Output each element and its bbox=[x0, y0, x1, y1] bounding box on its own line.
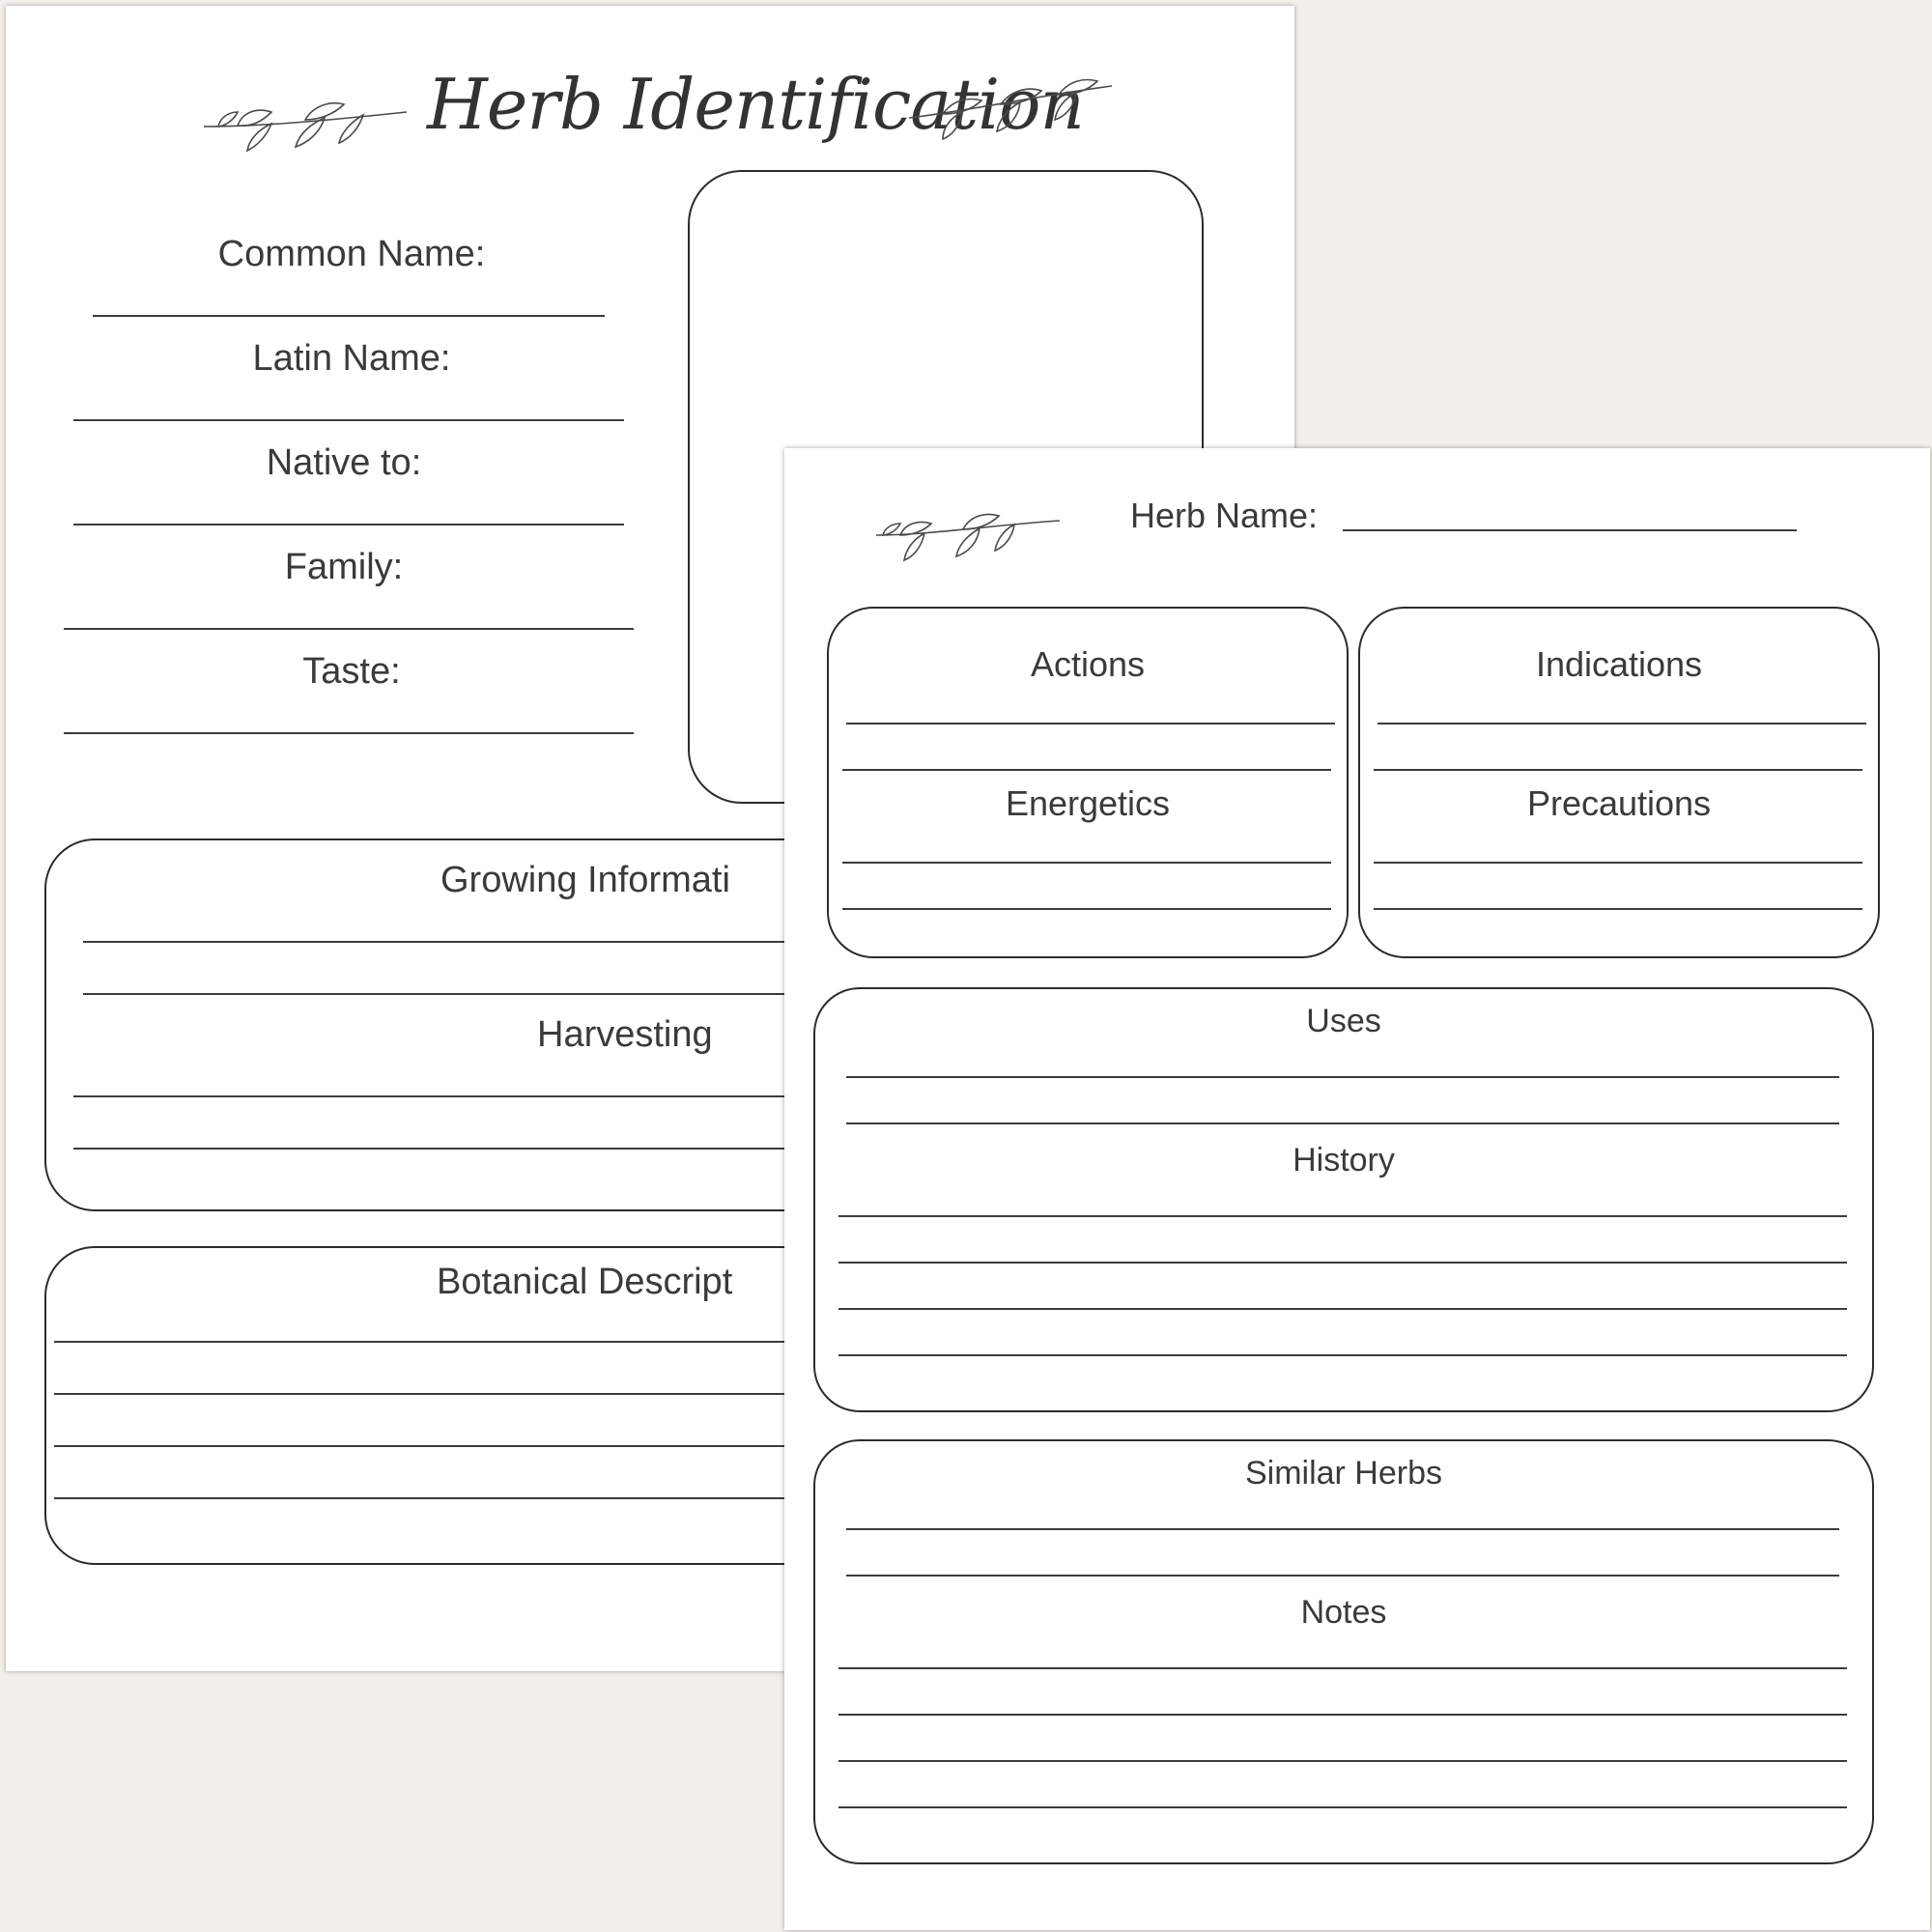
herb-name-label: Herb Name: bbox=[1130, 496, 1319, 535]
native-to-label: Native to: bbox=[266, 442, 422, 483]
uses-history-box bbox=[813, 987, 1874, 1412]
taste-label: Taste: bbox=[302, 651, 401, 692]
similar-herbs-line-2[interactable] bbox=[846, 1575, 1839, 1577]
actions-heading: Actions bbox=[1030, 644, 1146, 684]
precautions-line-1[interactable] bbox=[1374, 862, 1862, 864]
herb-name-field[interactable] bbox=[1343, 529, 1797, 531]
latin-name-field[interactable] bbox=[73, 419, 624, 421]
page-title: Herb Identification bbox=[427, 64, 1084, 145]
common-name-field[interactable] bbox=[93, 315, 605, 317]
energetics-line-2[interactable] bbox=[842, 908, 1331, 910]
botanical-line-2[interactable] bbox=[54, 1393, 798, 1395]
indications-line-2[interactable] bbox=[1374, 769, 1862, 771]
precautions-heading: Precautions bbox=[1526, 783, 1712, 823]
harvesting-line-1[interactable] bbox=[73, 1095, 798, 1097]
botanical-line-1[interactable] bbox=[54, 1341, 798, 1343]
history-line-2[interactable] bbox=[838, 1262, 1847, 1264]
precautions-line-2[interactable] bbox=[1374, 908, 1862, 910]
latin-name-label: Latin Name: bbox=[252, 338, 451, 379]
uses-line-2[interactable] bbox=[846, 1122, 1839, 1124]
indications-heading: Indications bbox=[1535, 644, 1703, 684]
notes-line-4[interactable] bbox=[838, 1806, 1847, 1808]
common-name-label: Common Name: bbox=[217, 234, 486, 274]
notes-line-2[interactable] bbox=[838, 1714, 1847, 1716]
energetics-heading: Energetics bbox=[1005, 783, 1171, 823]
history-line-1[interactable] bbox=[838, 1215, 1847, 1217]
similar-herbs-line-1[interactable] bbox=[846, 1528, 1839, 1530]
uses-line-1[interactable] bbox=[846, 1076, 1839, 1078]
leaf-sprig-icon bbox=[871, 497, 1065, 574]
actions-line-2[interactable] bbox=[842, 769, 1331, 771]
history-line-4[interactable] bbox=[838, 1354, 1847, 1356]
notes-line-3[interactable] bbox=[838, 1760, 1847, 1762]
growing-line-2[interactable] bbox=[83, 993, 798, 995]
growing-information-heading: Growing Informati bbox=[440, 860, 730, 900]
notes-heading: Notes bbox=[1300, 1594, 1387, 1631]
native-to-field[interactable] bbox=[73, 524, 624, 526]
taste-field[interactable] bbox=[64, 732, 634, 734]
family-field[interactable] bbox=[64, 628, 634, 630]
herb-notes-page bbox=[784, 448, 1930, 1930]
history-heading: History bbox=[1293, 1142, 1395, 1179]
harvesting-line-2[interactable] bbox=[73, 1148, 798, 1150]
uses-heading: Uses bbox=[1306, 1003, 1381, 1039]
botanical-description-heading: Botanical Descript bbox=[437, 1262, 733, 1302]
family-label: Family: bbox=[284, 547, 404, 587]
similar-herbs-notes-box bbox=[813, 1439, 1874, 1864]
energetics-line-1[interactable] bbox=[842, 862, 1331, 864]
growing-line-1[interactable] bbox=[83, 941, 798, 943]
actions-line-1[interactable] bbox=[846, 723, 1335, 724]
botanical-line-4[interactable] bbox=[54, 1497, 798, 1499]
leaf-sprig-icon bbox=[904, 62, 1117, 149]
similar-herbs-heading: Similar Herbs bbox=[1244, 1455, 1443, 1492]
notes-line-1[interactable] bbox=[838, 1667, 1847, 1669]
botanical-line-3[interactable] bbox=[54, 1445, 798, 1447]
indications-line-1[interactable] bbox=[1378, 723, 1866, 724]
leaf-sprig-icon bbox=[199, 83, 412, 170]
harvesting-heading: Harvesting bbox=[537, 1014, 713, 1055]
history-line-3[interactable] bbox=[838, 1308, 1847, 1310]
